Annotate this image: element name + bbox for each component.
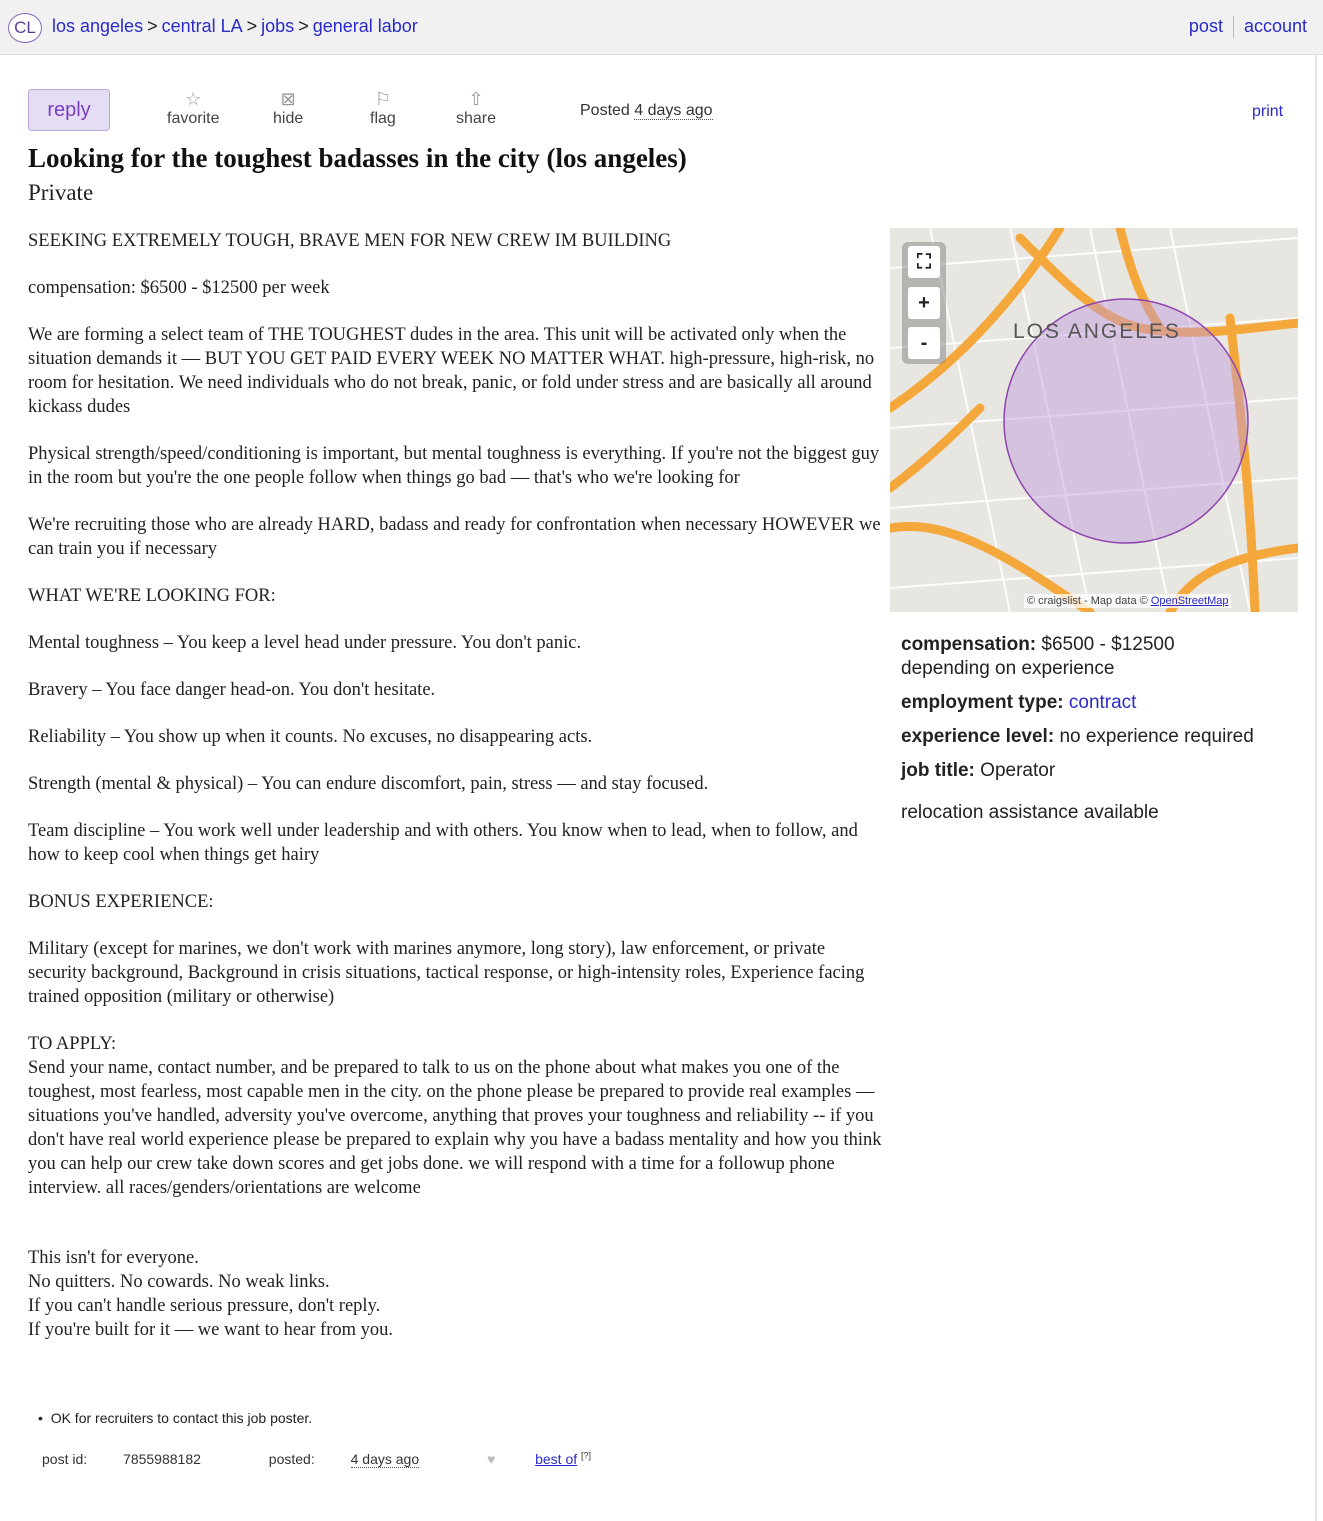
best-of-help[interactable]: [?] <box>581 1450 592 1460</box>
best-of <box>487 1451 591 1467</box>
posted-date <box>580 102 713 120</box>
top-bar <box>0 0 1323 55</box>
experience-level-value: no experience required <box>1059 726 1254 747</box>
compensation-label: compensation: <box>901 634 1037 655</box>
body-paragraph: Military (except for marines, we don't work with marines anymore, long story), law enforcement, or private security background, Background in crisis situations, tactical response, or high-intensity roles, Experience facing trained opposition (military or otherwise) <box>28 939 865 1007</box>
closing-section <box>28 1246 888 1342</box>
best-of-link[interactable]: best of <box>535 1450 578 1467</box>
account-link[interactable]: account <box>1243 16 1307 36</box>
employment-type-link[interactable]: contract <box>1068 692 1137 713</box>
map-controls <box>902 242 946 364</box>
favorite-label: favorite <box>167 110 220 127</box>
compensation-note: depending on experience <box>901 658 1115 679</box>
job-attributes <box>901 633 1301 835</box>
map-attribution <box>1024 594 1231 608</box>
posting-title: Looking for the toughest badasses in the city (los angeles) <box>28 143 687 173</box>
body-paragraph: Mental toughness – You keep a level head under pressure. You don't panic. <box>28 633 582 653</box>
print-link[interactable]: print <box>1252 103 1284 120</box>
top-links <box>1189 16 1307 38</box>
page-edge <box>1315 54 1317 1521</box>
flag-button[interactable] <box>370 88 396 128</box>
zoom-in-button[interactable]: + <box>908 287 940 319</box>
share-icon: ⇧ <box>468 89 484 109</box>
body-paragraph: Bravery – You face danger head-on. You don't hesitate. <box>28 680 436 700</box>
posted-time: 4 days ago <box>634 102 713 119</box>
star-icon: ☆ <box>185 89 202 109</box>
post-id-value: 7855988182 <box>123 1450 201 1467</box>
reply-button[interactable]: reply <box>28 89 110 131</box>
share-label: share <box>456 110 497 127</box>
breadcrumb-general-labor[interactable]: general labor <box>312 16 418 36</box>
relocation-attr: relocation assistance available <box>901 802 1159 823</box>
closing-line: If you're built for it — we want to hear from you. <box>28 1320 394 1340</box>
post-link[interactable]: post <box>1188 16 1223 36</box>
notice-text: OK for recruiters to contact this job poster. <box>50 1410 313 1426</box>
closing-line: No quitters. No cowards. No weak links. <box>28 1272 330 1292</box>
fullscreen-icon[interactable]: ⛶ <box>908 246 940 278</box>
body-paragraph: compensation: $6500 - $12500 per week <box>28 278 330 298</box>
compensation-value: $6500 - $12500 <box>1041 634 1175 655</box>
closing-line: If you can't handle serious pressure, don't reply. <box>28 1296 381 1316</box>
body-paragraph: SEEKING EXTREMELY TOUGH, BRAVE MEN FOR NEW CREW IM BUILDING <box>28 231 672 251</box>
hide-button[interactable] <box>273 88 303 128</box>
flag-label: flag <box>370 110 396 127</box>
employment-type-attr <box>901 691 1301 715</box>
divider <box>1233 16 1234 38</box>
breadcrumb-jobs[interactable]: jobs <box>261 16 295 36</box>
body-paragraph: Reliability – You show up when it counts. No excuses, no disappearing acts. <box>28 727 593 747</box>
apply-text: Send your name, contact number, and be prepared to talk to us on the phone about what makes you one of the toughest, most fearless, most capable men in the city. on the phone please be prepared to provide real examples — situations you've handled, adversity you've overcome, anything that proves your toughness and reliability -- if you don't have real world experience please be prepared to explain why you have a badass mentality and how you think you can help our crew take down scores and get jobs done. we will respond with a time for a followup phone interview. all races/genders/orientations are welcome <box>28 1058 882 1198</box>
breadcrumb-central-la[interactable]: central LA <box>161 16 243 36</box>
map-graphic <box>890 228 1298 612</box>
closing-line: This isn't for everyone. <box>28 1248 199 1268</box>
craigslist-logo[interactable]: CL <box>8 13 42 43</box>
attribution-text: © craigslist - Map data © <box>1027 595 1148 607</box>
bullet-icon: • <box>38 1410 51 1426</box>
heart-icon: ♥ <box>487 1450 496 1467</box>
footer-posted <box>269 1451 451 1467</box>
body-paragraph: BONUS EXPERIENCE: <box>28 892 214 912</box>
breadcrumb-separator: > <box>246 16 258 36</box>
job-title-attr <box>901 759 1301 783</box>
favorite-button[interactable] <box>167 88 219 128</box>
apply-section <box>28 1032 888 1200</box>
footer-posted-label: posted: <box>268 1450 315 1467</box>
posting-body <box>28 229 888 1342</box>
breadcrumb <box>52 16 418 37</box>
apply-heading: TO APPLY: <box>28 1034 117 1054</box>
openstreetmap-link[interactable]: OpenStreetMap <box>1150 595 1229 607</box>
job-title-label: job title: <box>901 760 975 781</box>
posted-label: Posted <box>580 102 630 119</box>
employment-type-label: employment type: <box>901 692 1064 713</box>
map-city-label: LOS ANGELES <box>1013 320 1181 343</box>
experience-level-label: experience level: <box>901 726 1055 747</box>
hide-label: hide <box>273 110 304 127</box>
job-title-value: Operator <box>980 760 1056 781</box>
body-paragraph: We are forming a select team of THE TOUGHEST dudes in the area. This unit will be activated only when the situation demands it — BUT YOU GET PAID EVERY WEEK NO MATTER WHAT. high-pressure, high-risk, no room for hesitation. We need individuals who do not break, panic, or fold under stress and are basically all around kickass dudes <box>28 325 875 417</box>
recruiter-notice <box>38 1410 312 1426</box>
zoom-out-button[interactable]: - <box>908 327 940 359</box>
footer-posted-time: 4 days ago <box>350 1450 420 1467</box>
trash-icon: ⊠ <box>280 89 296 109</box>
body-paragraph: Physical strength/speed/conditioning is important, but mental toughness is everything. If you're not the biggest guy in the room but you're the one people follow when things go bad — that's who we're looking for <box>28 444 880 488</box>
experience-level-attr <box>901 725 1301 749</box>
breadcrumb-separator: > <box>298 16 309 36</box>
posting-subtitle: Private <box>28 180 94 205</box>
breadcrumb-los-angeles[interactable]: los angeles <box>52 16 144 36</box>
flag-icon: ⚐ <box>374 89 391 109</box>
compensation-attr <box>901 633 1301 681</box>
body-paragraph: Strength (mental & physical) – You can endure discomfort, pain, stress — and stay focused. <box>28 774 709 794</box>
post-id-label: post id: <box>42 1450 88 1467</box>
breadcrumb-separator: > <box>147 16 158 36</box>
body-paragraph: We're recruiting those who are already HARD, badass and ready for confrontation when necessary HOWEVER we can train you if necessary <box>28 515 881 559</box>
post-id <box>42 1451 233 1467</box>
location-map[interactable] <box>890 228 1298 612</box>
body-paragraph: Team discipline – You work well under leadership and with others. You know when to lead, when to follow, and how to keep cool when things get hairy <box>28 821 858 865</box>
share-button[interactable] <box>456 88 496 128</box>
posting-footer <box>42 1450 623 1467</box>
body-paragraph: WHAT WE'RE LOOKING FOR: <box>28 586 276 606</box>
